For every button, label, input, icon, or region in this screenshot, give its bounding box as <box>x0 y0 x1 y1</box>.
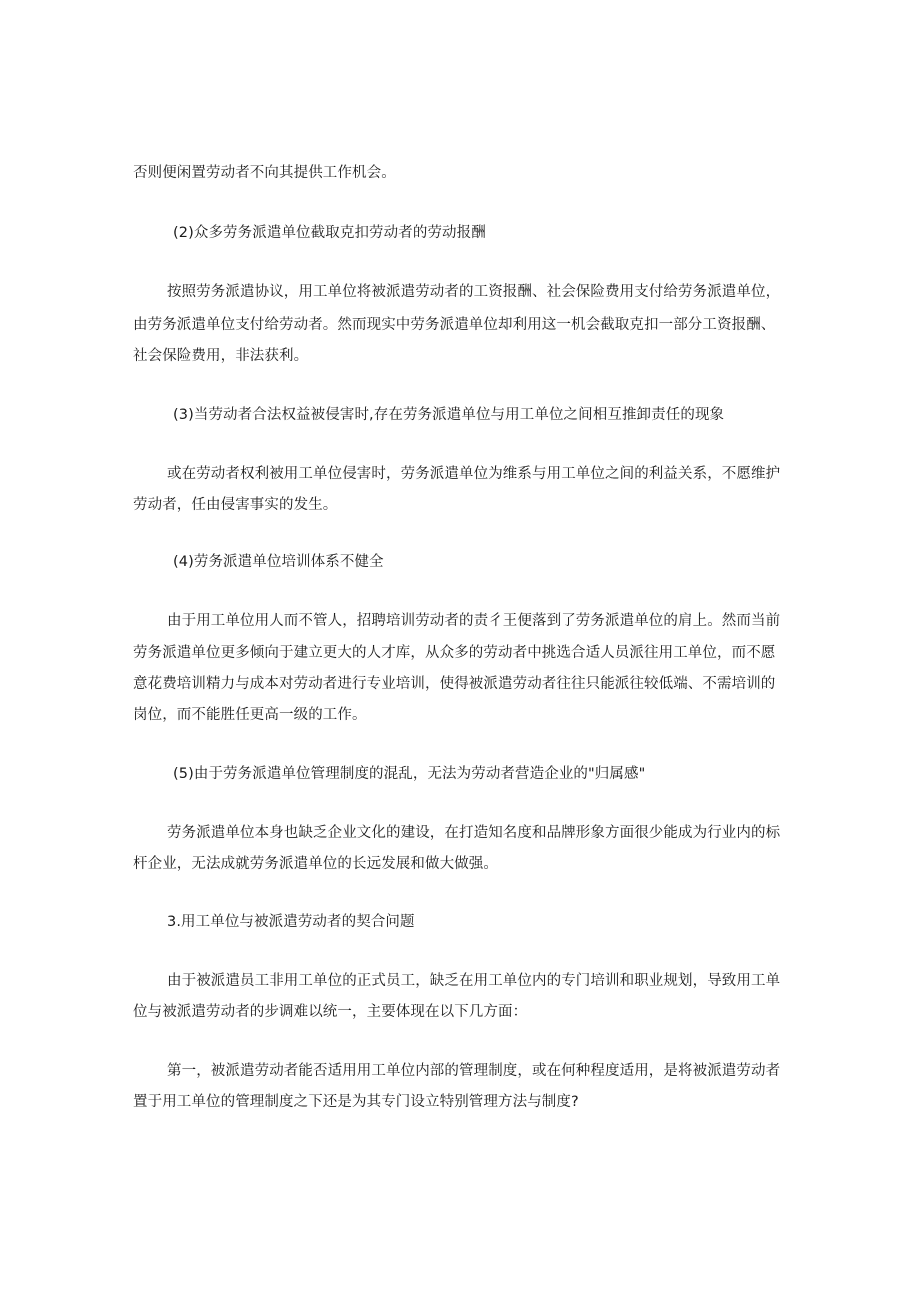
paragraph-line: 按照劳务派遣协议，用工单位将被派遣劳动者的工资报酬、社会保险费用支付给劳务派遣单位， <box>167 284 781 300</box>
paragraph-line: 置于用工单位的管理制度之下还是为其专门设立特别管理方法与制度? <box>133 1094 579 1110</box>
paragraph-line: 劳务派遣单位本身也缺乏企业文化的建设，在打造知名度和品牌形象方面很少能成为行业内的标 <box>167 825 781 841</box>
paragraph-line: 否则便闲置劳动者不向其提供工作机会。 <box>133 165 396 181</box>
paragraph-line: 劳务派遣单位更多倾向于建立更大的人才库，从众多的劳动者中挑选合适人员派往用工单位，而不愿 <box>133 645 776 661</box>
paragraph-line: 杆企业，无法成就劳务派遣单位的长远发展和做大做强。 <box>133 856 498 872</box>
section-heading: 3.用工单位与被派遣劳动者的契合问题 <box>167 914 415 930</box>
paragraph-line: 意花费培训精力与成本对劳动者进行专业培训，使得被派遣劳动者往往只能派往较低端、不需培训的 <box>133 676 776 692</box>
paragraph-line: 社会保险费用，非法获利。 <box>133 348 309 364</box>
section-heading: (3)当劳动者合法权益被侵害时,存在劳务派遣单位与用工单位之间相互推卸责任的现象 <box>173 407 725 423</box>
paragraph-line: 由于用工单位用人而不管人，招聘培训劳动者的责彳王便落到了劳务派遣单位的肩上。然而当前 <box>167 613 781 629</box>
paragraph-line: 第一，被派遣劳动者能否适用用工单位内部的管理制度，或在何种程度适用，是将被派遣劳动者 <box>167 1063 781 1079</box>
section-heading: (4)劳务派遣单位培训体系不健全 <box>173 554 384 570</box>
paragraph-line: 劳动者，任由侵害事实的发生。 <box>133 497 338 513</box>
section-heading: (5)由于劳务派遣单位管理制度的混乱，无法为劳动者营造企业的"归属感" <box>173 766 646 782</box>
paragraph-line: 由于被派遣员工非用工单位的正式员工，缺乏在用工单位内的专门培训和职业规划，导致用工单 <box>167 973 781 989</box>
paragraph-line: 或在劳动者权利被用工单位侵害时，劳务派遣单位为维系与用工单位之间的利益关系，不愿维护 <box>167 466 781 482</box>
paragraph-line: 岗位，而不能胜任更高一级的工作。 <box>133 707 367 723</box>
paragraph-line: 位与被派遣劳动者的步调难以统一，主要体现在以下几方面： <box>133 1004 528 1020</box>
section-heading: (2)众多劳务派遣单位截取克扣劳动者的劳动报酬 <box>173 225 486 241</box>
paragraph-line: 由劳务派遣单位支付给劳动者。然而现实中劳务派遣单位却利用这一机会截取克扣一部分工资报酬、 <box>133 317 776 333</box>
